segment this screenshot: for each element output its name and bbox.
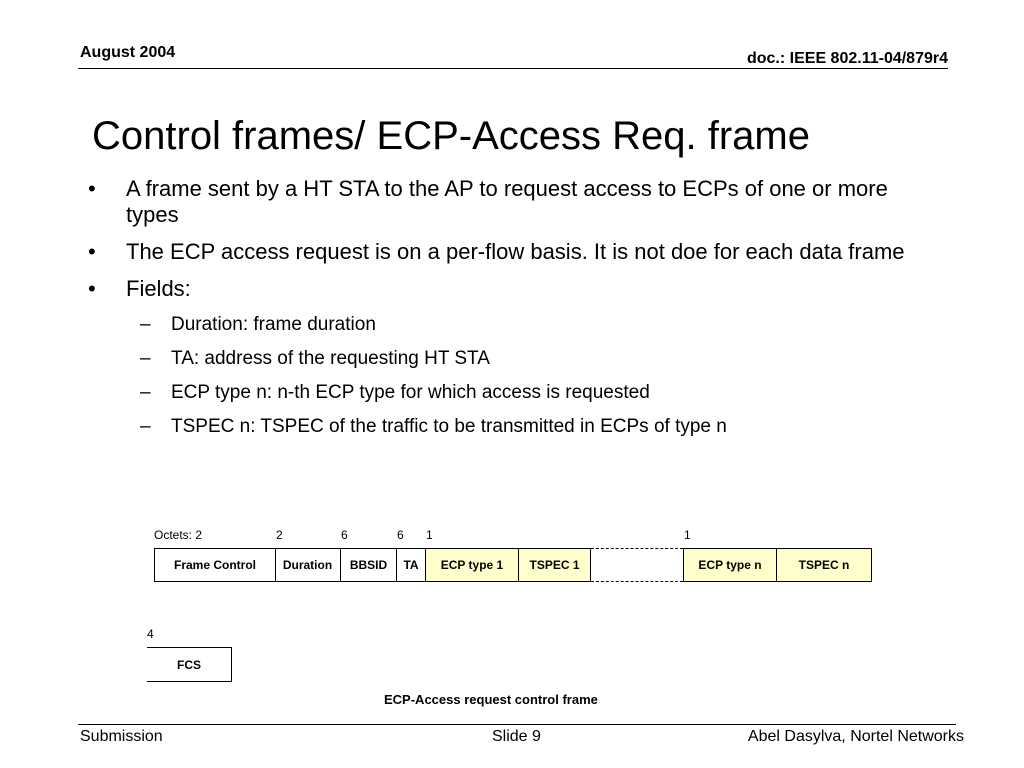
sub-bullet-text: ECP type n: n-th ECP type for which access is requested <box>171 382 650 403</box>
field-frame-control: Frame Control <box>154 548 276 582</box>
sub-bullet-item <box>126 314 944 336</box>
footer-slide-number: Slide 9 <box>492 728 541 745</box>
bullet-item <box>84 176 944 228</box>
bullet-item <box>84 239 944 265</box>
field-tspec-n: TSPEC n <box>777 548 872 582</box>
octet-label-duration: 2 <box>276 528 283 542</box>
bullet-text: Fields: <box>126 276 191 301</box>
slide-title: Control frames/ ECP-Access Req. frame <box>92 114 810 158</box>
field-ellipsis-gap <box>591 548 683 582</box>
field-fcs: FCS <box>147 647 232 682</box>
frame-caption: ECP-Access request control frame <box>384 692 598 707</box>
dash-marker: – <box>140 382 151 403</box>
sub-bullet-item <box>126 416 944 438</box>
bullet-text: A frame sent by a HT STA to the AP to request access to ECPs of one or more types <box>126 176 888 227</box>
octet-label-ecp-type-n: 1 <box>684 528 691 542</box>
field-ecp-type-n: ECP type n <box>683 548 777 582</box>
bullet-marker: • <box>88 239 96 264</box>
octet-label-ecp-type-1: 1 <box>426 528 433 542</box>
bullet-item <box>84 276 944 438</box>
field-ecp-type-1: ECP type 1 <box>426 548 519 582</box>
field-duration: Duration <box>275 548 341 582</box>
footer-submission: Submission <box>80 728 163 745</box>
bullet-list <box>84 176 944 450</box>
field-ta: TA <box>397 548 426 582</box>
octet-label-frame-control: Octets: 2 <box>154 528 203 542</box>
header-rule <box>78 68 948 69</box>
sub-bullet-item <box>126 348 944 370</box>
field-tspec-1: TSPEC 1 <box>519 548 591 582</box>
octet-label-fcs: 4 <box>147 627 154 641</box>
sub-bullet-list <box>126 314 944 438</box>
sub-bullet-item <box>126 382 944 404</box>
header-date: August 2004 <box>80 44 176 61</box>
octet-label-bbsid: 6 <box>341 528 348 542</box>
sub-bullet-text: TSPEC n: TSPEC of the traffic to be transmitted in ECPs of type n <box>171 416 727 437</box>
dash-marker: – <box>140 314 151 335</box>
bullet-marker: • <box>88 176 96 201</box>
footer-author: Abel Dasylva, Nortel Networks <box>747 728 964 745</box>
dash-marker: – <box>140 416 151 437</box>
footer-rule <box>78 724 956 725</box>
bullet-marker: • <box>88 276 96 301</box>
sub-bullet-text: Duration: frame duration <box>171 314 376 335</box>
header-doc-id: doc.: IEEE 802.11-04/879r4 <box>746 50 948 67</box>
field-bbsid: BBSID <box>341 548 397 582</box>
dash-marker: – <box>140 348 151 369</box>
octet-label-ta: 6 <box>397 528 404 542</box>
sub-bullet-text: TA: address of the requesting HT STA <box>171 348 490 369</box>
bullet-text: The ECP access request is on a per-flow basis. It is not doe for each data frame <box>126 239 905 264</box>
